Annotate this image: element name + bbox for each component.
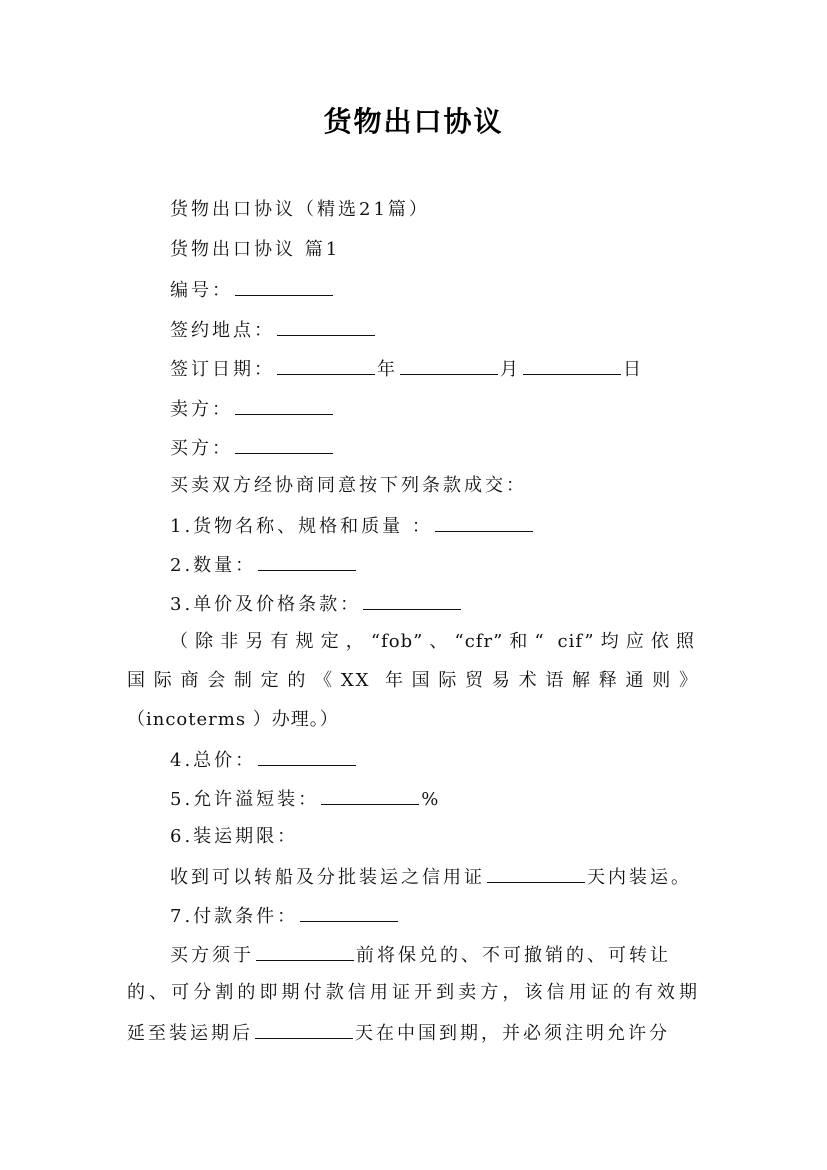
year-label: 年: [377, 359, 398, 380]
subtitle-text: 货物出口协议（精选21篇）: [170, 199, 430, 220]
buyer-field: [170, 435, 335, 461]
clause-7-text-1b: 前将保兑的、不可撤销的、可转让: [356, 945, 671, 966]
clause-3-note-line-3: [127, 708, 339, 732]
seller-field: [170, 396, 335, 422]
clause-4: [170, 747, 358, 773]
clause-6-blank: [487, 864, 585, 883]
clause-7-text-2: 的、可分割的即期付款信用证开到卖方，该信用证的有效期: [127, 982, 699, 1003]
clause-7-detail-2: [127, 981, 699, 1005]
document-title: 货物出口协议: [323, 105, 504, 138]
month-blank: [400, 356, 498, 375]
section-heading: [170, 238, 340, 262]
clause-3-label: 3.单价及价格条款：: [170, 594, 362, 615]
note-text-3: （incoterms ）办理。）: [127, 709, 339, 730]
clause-2-label: 2.数量：: [170, 555, 257, 576]
clause-1-label: 1.货物名称、规格和质量 ：: [170, 516, 433, 537]
clause-7-date-blank: [256, 942, 354, 961]
terms-intro: [170, 474, 527, 498]
clause-3-blank: [363, 591, 461, 610]
clause-7-blank: [300, 903, 398, 922]
clause-3: [170, 591, 463, 617]
note-text-1: （除非另有规定，“fob”、“cfr”和“ cif”均应依照: [170, 631, 695, 652]
clause-4-label: 4.总价：: [170, 750, 257, 771]
clause-5: [170, 786, 441, 812]
clause-1-blank: [435, 513, 533, 532]
clause-7-detail-3: [127, 1020, 670, 1046]
number-field: [170, 277, 335, 303]
terms-intro-text: 买卖双方经协商同意按下列条款成交：: [170, 475, 527, 496]
day-blank: [523, 356, 621, 375]
sign-place-blank: [277, 317, 375, 336]
sign-place-field: [170, 317, 377, 343]
seller-label: 卖方：: [170, 399, 233, 420]
section-heading-text: 货物出口协议 篇1: [170, 239, 341, 260]
clause-7: [170, 903, 400, 929]
buyer-blank: [235, 435, 333, 454]
clause-5-blank: [321, 786, 419, 805]
clause-1: [170, 513, 535, 539]
clause-4-blank: [258, 747, 356, 766]
number-label: 编号：: [170, 280, 233, 301]
clause-6-detail-end: 天内装运。: [587, 867, 692, 888]
clause-7-text-3a: 延至装运期后: [127, 1023, 253, 1044]
clause-5-label: 5.允许溢短装：: [170, 789, 320, 810]
year-blank: [277, 356, 375, 375]
clause-6-label: 6.装运期限：: [170, 826, 299, 847]
buyer-label: 买方：: [170, 438, 233, 459]
clause-6-detail: [170, 864, 692, 890]
clause-7-text-3b: 天在中国到期，并必须注明允许分: [355, 1023, 670, 1044]
clause-3-note-line-2: [127, 669, 699, 693]
clause-7-detail-1: [170, 942, 671, 968]
sign-place-label: 签约地点：: [170, 320, 275, 341]
clause-2-blank: [258, 552, 356, 571]
day-label: 日: [623, 359, 644, 380]
clause-7-text-1a: 买方须于: [170, 945, 254, 966]
subtitle-line: [170, 198, 430, 222]
sign-date-field: [170, 356, 644, 382]
clause-7-label: 7.付款条件：: [170, 906, 299, 927]
percent-sign: %: [421, 789, 442, 810]
sign-date-label: 签订日期：: [170, 359, 275, 380]
month-label: 月: [500, 359, 521, 380]
note-text-2: 国际商会制定的《XX 年国际贸易术语解释通则》: [127, 670, 699, 691]
seller-blank: [235, 396, 333, 415]
clause-2: [170, 552, 358, 578]
clause-6: [170, 825, 298, 849]
clause-6-detail-text: 收到可以转船及分批装运之信用证: [170, 867, 485, 888]
number-blank: [235, 277, 333, 296]
clause-7-days-blank: [255, 1020, 353, 1039]
clause-3-note-line-1: [170, 630, 695, 654]
